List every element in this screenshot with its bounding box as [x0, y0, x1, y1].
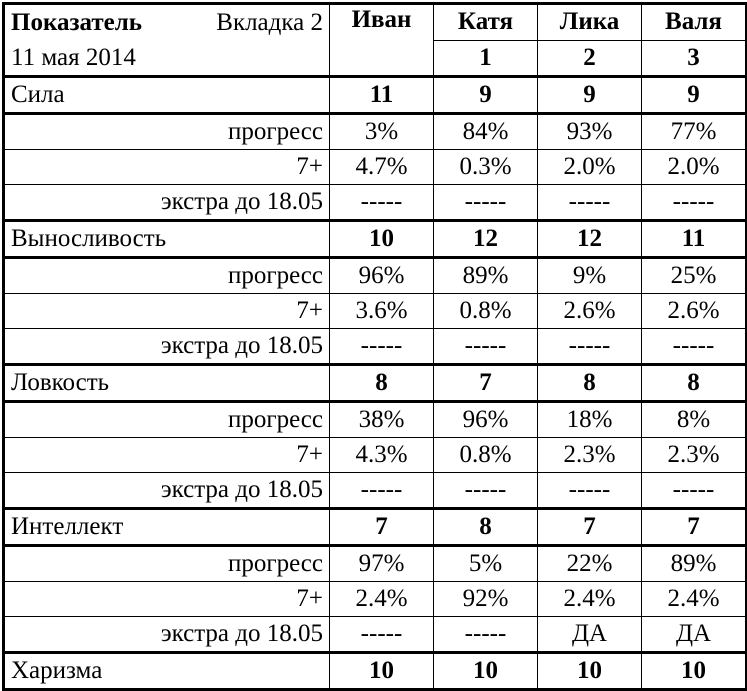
seven-plus-value-sila-lika: 2.0%	[538, 150, 642, 185]
sub-label-progress: прогресс	[4, 258, 330, 294]
player-name-ivan: Иван	[330, 4, 434, 77]
progress-value-intellekt-katya: 5%	[434, 546, 538, 582]
stats-table	[2, 2, 747, 691]
extra-value-lovkost-lika: -----	[538, 473, 642, 509]
stat-level-harizma-lika: 10	[538, 653, 642, 690]
sub-label-seven-plus: 7+	[4, 150, 330, 185]
progress-value-vynoslivost-lika: 9%	[538, 258, 642, 294]
progress-value-vynoslivost-katya: 89%	[434, 258, 538, 294]
sub-label-seven-plus: 7+	[4, 582, 330, 617]
progress-value-sila-ivan: 3%	[330, 114, 434, 150]
progress-value-vynoslivost-ivan: 96%	[330, 258, 434, 294]
stat-level-sila-valya: 9	[642, 77, 747, 114]
sub-row-lovkost-extra	[4, 473, 747, 509]
player-number-lika: 2	[538, 40, 642, 77]
tab-label: Вкладка 2	[216, 9, 323, 36]
seven-plus-value-vynoslivost-lika: 2.6%	[538, 294, 642, 329]
stat-name-sila: Сила	[4, 77, 330, 114]
progress-value-lovkost-valya: 8%	[642, 402, 747, 438]
stat-level-lovkost-ivan: 8	[330, 365, 434, 402]
stat-row-harizma	[4, 653, 747, 690]
stat-level-lovkost-lika: 8	[538, 365, 642, 402]
player-number-katya: 1	[434, 40, 538, 77]
sub-label-progress: прогресс	[4, 402, 330, 438]
seven-plus-value-sila-ivan: 4.7%	[330, 150, 434, 185]
stat-level-intellekt-valya: 7	[642, 509, 747, 546]
stat-row-intellekt	[4, 509, 747, 546]
player-name-katya: Катя	[434, 4, 538, 41]
sub-row-sila-seven-plus	[4, 150, 747, 185]
sub-label-progress: прогресс	[4, 546, 330, 582]
progress-value-intellekt-ivan: 97%	[330, 546, 434, 582]
seven-plus-value-intellekt-lika: 2.4%	[538, 582, 642, 617]
stat-level-vynoslivost-valya: 11	[642, 221, 747, 258]
sub-row-sila-extra	[4, 185, 747, 221]
stat-row-vynoslivost	[4, 221, 747, 258]
extra-value-sila-katya: -----	[434, 185, 538, 221]
player-number-valya: 3	[642, 40, 747, 77]
stat-level-harizma-katya: 10	[434, 653, 538, 690]
extra-value-intellekt-lika: ДА	[538, 617, 642, 653]
stat-level-vynoslivost-lika: 12	[538, 221, 642, 258]
extra-value-vynoslivost-lika: -----	[538, 329, 642, 365]
sub-row-lovkost-progress	[4, 402, 747, 438]
header-row-names	[4, 4, 747, 41]
header-label-cell	[4, 4, 330, 77]
seven-plus-value-intellekt-ivan: 2.4%	[330, 582, 434, 617]
stat-level-harizma-ivan: 10	[330, 653, 434, 690]
seven-plus-value-vynoslivost-ivan: 3.6%	[330, 294, 434, 329]
sub-row-sila-progress	[4, 114, 747, 150]
sub-row-vynoslivost-seven-plus	[4, 294, 747, 329]
extra-value-vynoslivost-valya: -----	[642, 329, 747, 365]
seven-plus-value-vynoslivost-valya: 2.6%	[642, 294, 747, 329]
sub-label-progress: прогресс	[4, 114, 330, 150]
progress-value-lovkost-lika: 18%	[538, 402, 642, 438]
player-name-valya: Валя	[642, 4, 747, 41]
seven-plus-value-sila-katya: 0.3%	[434, 150, 538, 185]
table-date: 11 мая 2014	[11, 44, 136, 71]
progress-value-intellekt-lika: 22%	[538, 546, 642, 582]
stats-body	[4, 77, 747, 690]
stat-name-vynoslivost: Выносливость	[4, 221, 330, 258]
seven-plus-value-lovkost-lika: 2.3%	[538, 438, 642, 473]
stat-level-harizma-valya: 10	[642, 653, 747, 690]
extra-value-intellekt-katya: -----	[434, 617, 538, 653]
progress-value-sila-valya: 77%	[642, 114, 747, 150]
progress-value-lovkost-ivan: 38%	[330, 402, 434, 438]
stat-level-vynoslivost-ivan: 10	[330, 221, 434, 258]
sub-row-intellekt-progress	[4, 546, 747, 582]
sub-label-seven-plus: 7+	[4, 438, 330, 473]
sub-row-intellekt-extra	[4, 617, 747, 653]
extra-value-sila-valya: -----	[642, 185, 747, 221]
stat-name-intellekt: Интеллект	[4, 509, 330, 546]
stat-row-sila	[4, 77, 747, 114]
progress-value-vynoslivost-valya: 25%	[642, 258, 747, 294]
extra-value-intellekt-ivan: -----	[330, 617, 434, 653]
stat-level-vynoslivost-katya: 12	[434, 221, 538, 258]
stat-level-sila-ivan: 11	[330, 77, 434, 114]
progress-value-intellekt-valya: 89%	[642, 546, 747, 582]
extra-value-lovkost-katya: -----	[434, 473, 538, 509]
seven-plus-value-intellekt-katya: 92%	[434, 582, 538, 617]
sub-row-lovkost-seven-plus	[4, 438, 747, 473]
extra-value-sila-ivan: -----	[330, 185, 434, 221]
extra-value-vynoslivost-ivan: -----	[330, 329, 434, 365]
stat-level-intellekt-lika: 7	[538, 509, 642, 546]
sub-label-extra: экстра до 18.05	[4, 617, 330, 653]
stat-level-sila-lika: 9	[538, 77, 642, 114]
progress-value-lovkost-katya: 96%	[434, 402, 538, 438]
seven-plus-value-vynoslivost-katya: 0.8%	[434, 294, 538, 329]
stat-level-sila-katya: 9	[434, 77, 538, 114]
table-title: Показатель	[11, 9, 142, 36]
seven-plus-value-lovkost-katya: 0.8%	[434, 438, 538, 473]
extra-value-vynoslivost-katya: -----	[434, 329, 538, 365]
extra-value-intellekt-valya: ДА	[642, 617, 747, 653]
sub-row-vynoslivost-extra	[4, 329, 747, 365]
extra-value-lovkost-valya: -----	[642, 473, 747, 509]
stat-level-lovkost-valya: 8	[642, 365, 747, 402]
sub-label-extra: экстра до 18.05	[4, 185, 330, 221]
stat-level-intellekt-katya: 8	[434, 509, 538, 546]
sub-label-extra: экстра до 18.05	[4, 473, 330, 509]
seven-plus-value-intellekt-valya: 2.4%	[642, 582, 747, 617]
player-name-lika: Лика	[538, 4, 642, 41]
seven-plus-value-sila-valya: 2.0%	[642, 150, 747, 185]
extra-value-sila-lika: -----	[538, 185, 642, 221]
stat-level-intellekt-ivan: 7	[330, 509, 434, 546]
sub-row-intellekt-seven-plus	[4, 582, 747, 617]
stat-name-harizma: Харизма	[4, 653, 330, 690]
seven-plus-value-lovkost-ivan: 4.3%	[330, 438, 434, 473]
sub-row-vynoslivost-progress	[4, 258, 747, 294]
stat-name-lovkost: Ловкость	[4, 365, 330, 402]
stat-row-lovkost	[4, 365, 747, 402]
progress-value-sila-katya: 84%	[434, 114, 538, 150]
stat-level-lovkost-katya: 7	[434, 365, 538, 402]
progress-value-sila-lika: 93%	[538, 114, 642, 150]
sub-label-seven-plus: 7+	[4, 294, 330, 329]
sub-label-extra: экстра до 18.05	[4, 329, 330, 365]
seven-plus-value-lovkost-valya: 2.3%	[642, 438, 747, 473]
extra-value-lovkost-ivan: -----	[330, 473, 434, 509]
